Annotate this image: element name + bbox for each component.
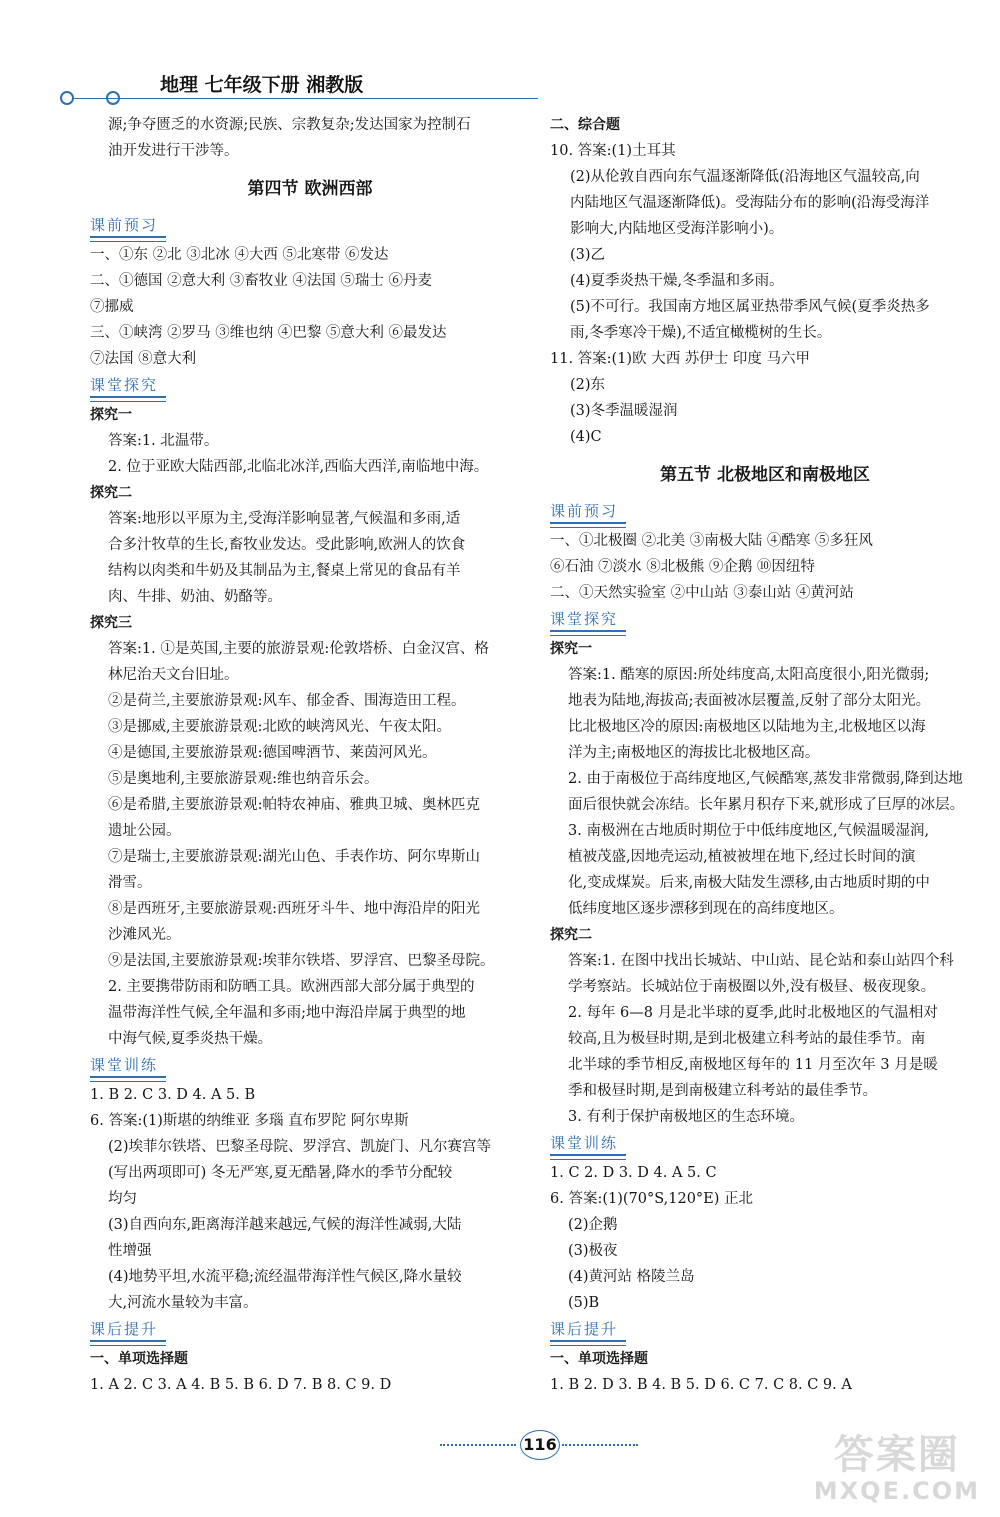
text-line: 油开发进行干涉等。 [108,143,239,159]
answer-line: 学考察站。长城站位于南极圈以外,没有极昼、极夜现象。 [568,979,936,995]
subsection-heading: 课堂探究 [550,608,626,632]
answer-line: (5)B [568,1295,600,1311]
answer-line: 较高,且为极昼时期,是到北极建立科考站的最佳季节。南 [568,1031,926,1047]
answer-line: 肉、牛排、奶油、奶酪等。 [108,589,282,605]
answer-line: 2. 每年 6—8 月是北半球的夏季,此时北极地区的气温相对 [568,1005,938,1021]
text-line: 源;争夺匮乏的水资源;民族、宗教复杂;发达国家为控制石 [108,117,471,133]
footer-dots-right [562,1444,638,1446]
answer-line: 答案:地形以平原为主,受海洋影响显著,气候温和多雨,适 [108,511,461,527]
answer-line: (2)埃菲尔铁塔、巴黎圣母院、罗浮宫、凯旋门、凡尔赛宫等 [108,1139,492,1155]
answer-line: 大,河流水量较为丰富。 [108,1295,258,1311]
answer-line: 洋为主;南极地区的海拔比北极地区高。 [568,745,820,761]
answer-line: 1. B 2. C 3. D 4. A 5. B [90,1087,256,1103]
explore-label: 探究一 [90,407,132,423]
answer-line: ②是荷兰,主要旅游景观:风车、郁金香、围海造田工程。 [108,693,466,709]
answer-line: 1. B 2. D 3. B 4. B 5. D 6. C 7. C 8. C 9. A [550,1377,852,1393]
answer-line: 答案:1. 北温带。 [108,433,219,449]
page-number: 116 [520,1430,560,1460]
answer-line: 三、①峡湾 ②罗马 ③维也纳 ④巴黎 ⑤意大利 ⑥最发达 [90,325,447,341]
subsection-heading: 课堂探究 [90,374,166,398]
answer-line: (3)冬季温暖湿润 [570,403,678,419]
explore-label: 探究二 [550,927,592,943]
answer-line: (4)C [570,429,602,445]
answer-line: 答案:1. ①是英国,主要的旅游景观:伦敦塔桥、白金汉宫、格 [108,641,489,657]
right-column [550,112,980,1398]
answer-line: 季和极昼时期,是到南极建立科考站的最佳季节。 [568,1083,878,1099]
answer-line: ③是挪威,主要旅游景观:北欧的峡湾风光、午夜太阳。 [108,719,451,735]
page-header [60,70,540,110]
answer-line: 影响大,内陆地区受海洋影响小)。 [570,221,784,237]
answer-line: 植被茂盛,因地壳运动,植被被埋在地下,经过长时间的演 [568,849,916,865]
answer-line: (4)夏季炎热干燥,冬季温和多雨。 [570,273,784,289]
answer-line: 面后很快就会冻结。长年累月积存下来,就形成了巨厚的冰层。 [568,797,965,813]
answer-line: ⑤是奥地利,主要旅游景观:维也纳音乐会。 [108,771,379,787]
section-title: 第四节 欧洲西部 [247,179,373,199]
answer-line: 合多汁牧草的生长,畜牧业发达。受此影响,欧洲人的饮食 [108,537,466,553]
answer-line: ⑧是西班牙,主要旅游景观:西班牙斗牛、地中海沿岸的阳光 [108,901,480,917]
answer-line: (写出两项即可) 冬无严寒,夏无酷暑,降水的季节分配较 [108,1165,453,1181]
header-rule [74,98,538,99]
answer-line: 3. 有利于保护南极地区的生态环境。 [568,1109,804,1125]
explore-label: 探究三 [90,615,132,631]
answer-line: 比北极地区冷的原因:南极地区以陆地为主,北极地区以海 [568,719,926,735]
answer-line: 1. A 2. C 3. A 4. B 5. B 6. D 7. B 8. C 9. D [90,1377,392,1393]
answer-line: 答案:1. 酷寒的原因:所处纬度高,太阳高度很小,阳光微弱; [568,667,930,683]
question-type-label: 一、单项选择题 [90,1351,188,1367]
watermark-url: MXQE.COM [813,1477,980,1505]
answer-line: 2. 位于亚欧大陆西部,北临北冰洋,西临大西洋,南临地中海。 [108,459,489,475]
answer-line: 10. 答案:(1)土耳其 [550,143,676,159]
question-type-label: 一、单项选择题 [550,1351,648,1367]
answer-line: (3)乙 [570,247,606,263]
answer-line: ⑥是希腊,主要旅游景观:帕特农神庙、雅典卫城、奥林匹克 [108,797,480,813]
answer-line: ⑦挪威 [90,299,134,315]
book-title: 地理 七年级下册 湘教版 [160,74,364,96]
subsection-heading: 课前预习 [90,214,166,238]
section-title: 第五节 北极地区和南极地区 [660,465,870,485]
watermark-text: 答案圈 [833,1432,960,1478]
answer-line: ④是德国,主要旅游景观:德国啤酒节、莱茵河风光。 [108,745,437,761]
answer-line: 化,变成煤炭。后来,南极大陆发生漂移,由古地质时期的中 [568,875,930,891]
answer-line: 均匀 [108,1191,137,1207]
subsection-heading: 课后提升 [550,1318,626,1342]
answer-line: 北半球的季节相反,南极地区每年的 11 月至次年 3 月是暖 [568,1057,938,1073]
explore-label: 探究二 [90,485,132,501]
answer-line: 遗址公园。 [108,823,181,839]
answer-line: 一、①东 ②北 ③北冰 ④大西 ⑤北寒带 ⑥发达 [90,247,389,263]
answer-line: 中海气候,夏季炎热干燥。 [108,1031,273,1047]
answer-line: 2. 由于南极位于高纬度地区,气候酷寒,蒸发非常微弱,降到达地 [568,771,963,787]
answer-line: (4)地势平坦,水流平稳;流经温带海洋性气候区,降水量较 [108,1269,462,1285]
question-type-label: 二、综合题 [550,117,620,133]
header-circle-left [60,91,74,105]
answer-line: ⑥石油 ⑦淡水 ⑧北极熊 ⑨企鹅 ⑩因纽特 [550,559,815,575]
answer-line: 结构以肉类和牛奶及其制品为主,餐桌上常见的食品有羊 [108,563,461,579]
page-footer [440,1430,640,1460]
answer-line: (3)自西向东,距离海洋越来越远,气候的海洋性减弱,大陆 [108,1217,462,1233]
subsection-heading: 课堂训练 [550,1132,626,1156]
watermark-logo [814,1433,980,1505]
answer-line: 2. 主要携带防雨和防晒工具。欧洲西部大部分属于典型的 [108,979,475,995]
answer-line: 雨,冬季寒冷干燥),不适宜橄榄树的生长。 [570,325,832,341]
answer-line: (3)极夜 [568,1243,618,1259]
answer-line: (2)东 [570,377,606,393]
answer-line: 二、①天然实验室 ②中山站 ③泰山站 ④黄河站 [550,585,854,601]
answer-line: 一、①北极圈 ②北美 ③南极大陆 ④酷寒 ⑤多狂风 [550,533,873,549]
answer-line: ⑦是瑞士,主要旅游景观:湖光山色、手表作坊、阿尔卑斯山 [108,849,480,865]
subsection-heading: 课前预习 [550,500,626,524]
answer-line: 二、①德国 ②意大利 ③畜牧业 ④法国 ⑤瑞士 ⑥丹麦 [90,273,433,289]
subsection-heading: 课后提升 [90,1318,166,1342]
answer-line: 滑雪。 [108,875,152,891]
answer-line: 沙滩风光。 [108,927,181,943]
answer-line: (2)企鹅 [568,1217,618,1233]
answer-line: 6. 答案:(1)(70°S,120°E) 正北 [550,1191,754,1207]
subsection-heading: 课堂训练 [90,1054,166,1078]
answer-line: 11. 答案:(1)欧 大西 苏伊士 印度 马六甲 [550,351,811,367]
answer-line: 低纬度地区逐步漂移到现在的高纬度地区。 [568,901,844,917]
answer-line: 林尼治天文台旧址。 [108,667,239,683]
answer-line: 地表为陆地,海拔高;表面被冰层覆盖,反射了部分太阳光。 [568,693,931,709]
answer-line: (2)从伦敦自西向东气温逐渐降低(沿海地区气温较高,向 [570,169,920,185]
footer-dots-left [440,1444,516,1446]
answer-line: 内陆地区气温逐渐降低)。受海陆分布的影响(沿海受海洋 [570,195,930,211]
answer-line: 性增强 [108,1243,152,1259]
answer-line: 温带海洋性气候,全年温和多雨;地中海沿岸属于典型的地 [108,1005,466,1021]
answer-line: 答案:1. 在图中找出长城站、中山站、昆仑站和泰山站四个科 [568,953,954,969]
answer-line: (5)不可行。我国南方地区属亚热带季风气候(夏季炎热多 [570,299,930,315]
answer-line: 3. 南极洲在古地质时期位于中低纬度地区,气候温暖湿润, [568,823,930,839]
answer-line: 6. 答案:(1)斯堪的纳维亚 多瑙 直布罗陀 阿尔卑斯 [90,1113,409,1129]
answer-line: ⑦法国 ⑧意大利 [90,351,197,367]
answer-line: 1. C 2. D 3. D 4. A 5. C [550,1165,717,1181]
explore-label: 探究一 [550,641,592,657]
left-column [90,112,530,1398]
answer-line: ⑨是法国,主要旅游景观:埃菲尔铁塔、罗浮宫、巴黎圣母院。 [108,953,495,969]
answer-line: (4)黄河站 格陵兰岛 [568,1269,695,1285]
